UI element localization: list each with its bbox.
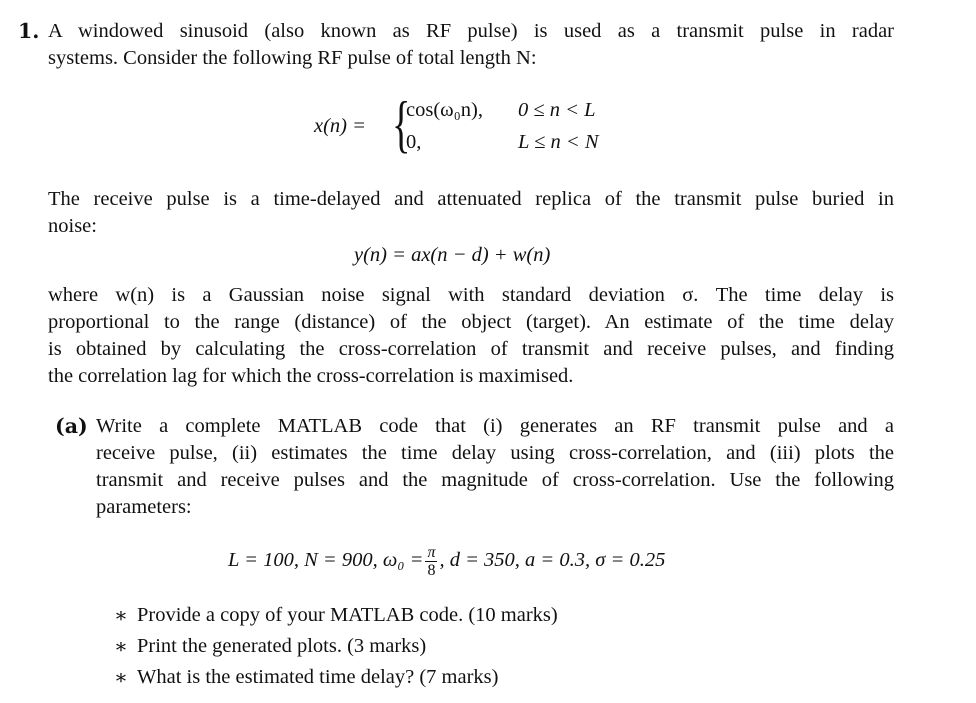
where-line-3: is obtained by calculating the cross-correlation of transmit and receive pulses, and finding: [48, 338, 894, 360]
part-a-line-4: parameters:: [96, 496, 192, 518]
where-line-4: the correlation lag for which the cross-correlation is maximised.: [48, 365, 574, 387]
where-line-1: where w(n) is a Gaussian noise signal with standard deviation σ. The time delay is: [48, 284, 894, 306]
parameters-equation: [228, 538, 665, 582]
intro-line-2: systems. Consider the following RF pulse of total length N:: [48, 47, 537, 69]
params-left: L = 100, N = 900, ω₀ =: [228, 549, 424, 571]
receive-line-1: The receive pulse is a time-delayed and attenuated replica of the transmit pulse buried in: [48, 188, 894, 210]
fraction-numerator: π: [427, 543, 436, 561]
part-a-label: (a): [55, 414, 88, 438]
omega-fraction: [425, 544, 437, 579]
part-a-line-2: receive pulse, (ii) estimates the time delay using cross-correlation, and (iii) plots the: [96, 442, 894, 464]
params-right: , d = 350, a = 0.3, σ = 0.25: [439, 549, 666, 571]
part-a-line-1: Write a complete MATLAB code that (i) generates an RF transmit pulse and a: [96, 415, 894, 437]
bullet-symbol: ∗: [114, 665, 128, 689]
fraction-denominator: 8: [427, 561, 436, 579]
receive-equation: y(n) = ax(n − d) + w(n): [354, 244, 551, 266]
case-2-condition: L ≤ n < N: [518, 131, 599, 153]
intro-line-1: A windowed sinusoid (also known as RF pulse) is used as a transmit pulse in radar: [48, 20, 894, 42]
case-1-expression: cos(ω₀n),: [406, 99, 483, 121]
part-a-line-3: transmit and receive pulses and the magnitude of cross-correlation. Use the following: [96, 469, 894, 491]
case-2-expression: 0,: [406, 131, 422, 153]
case-1-condition: 0 ≤ n < L: [518, 99, 596, 121]
equation-lhs: x(n) =: [314, 115, 366, 137]
receive-line-2: noise:: [48, 215, 97, 237]
bullet-symbol: ∗: [114, 603, 128, 627]
bullet-text: Provide a copy of your MATLAB code. (10 marks): [137, 604, 558, 626]
where-line-2: proportional to the range (distance) of the object (target). An estimate of the time delay: [48, 311, 894, 333]
left-brace: {: [392, 88, 411, 159]
bullet-text: What is the estimated time delay? (7 marks): [137, 666, 499, 688]
bullet-text: Print the generated plots. (3 marks): [137, 635, 427, 657]
question-number: 1.: [18, 19, 40, 43]
bullet-symbol: ∗: [114, 634, 128, 658]
